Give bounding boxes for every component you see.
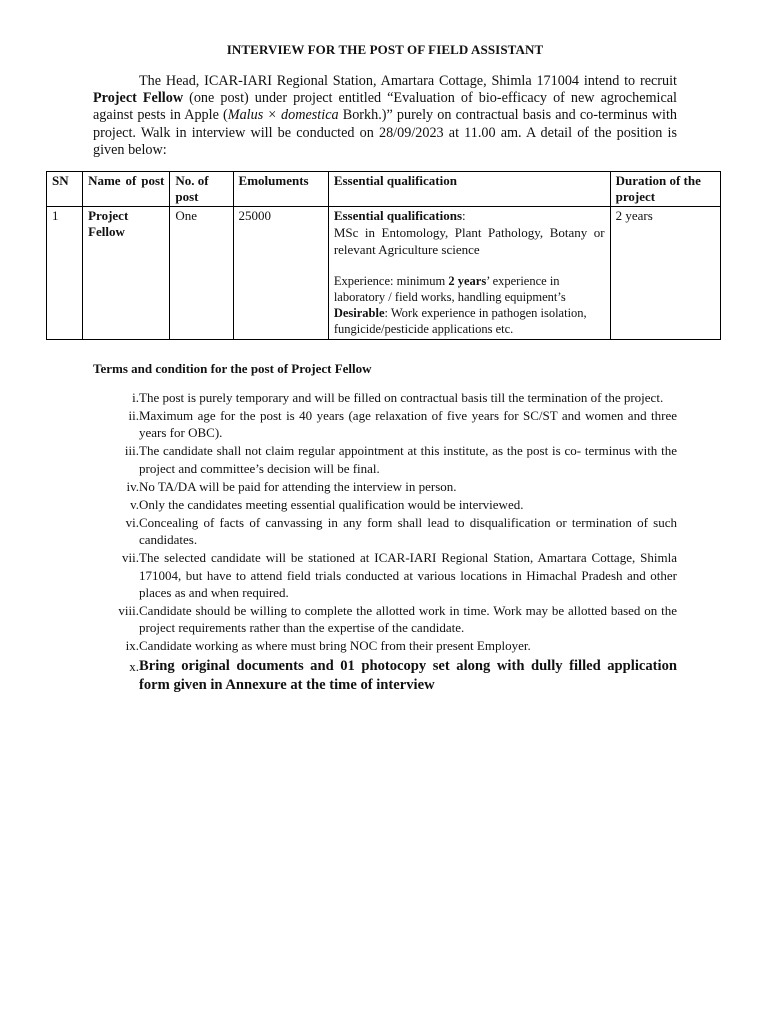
- list-item-text: The selected candidate will be stationed at ICAR-IARI Regional Station, Amartara Cottage, Shimla 171004, but have to attend field trials conducted at various locations in Himachal Pradesh and other places as and when required.: [139, 550, 677, 601]
- list-item-text: Maximum age for the post is 40 years (age relaxation of five years for SC/ST and women and three years for OBC).: [139, 408, 677, 441]
- table-header-row: [47, 172, 721, 207]
- intro-species: Malus × domestica: [227, 107, 339, 124]
- intro-text-3: Borkh.)” purely on contractual basis and co-terminus with project. Walk in interview will be conducted on 28/09/2023 at 11.00 am. A detail of the position is given below:: [93, 107, 677, 158]
- list-item-number: vi.: [125, 514, 139, 530]
- eq-text: MSc in Entomology, Plant Pathology, Botany or relevant Agriculture science: [333, 225, 605, 257]
- header-sn: SN: [47, 172, 83, 207]
- list-item-text: Bring original documents and 01 photocopy set along with dully filled application form given in Annexure at the time of interview: [139, 657, 677, 693]
- eq-label: Essential qualifications: [333, 208, 463, 223]
- list-item-text: Only the candidates meeting essential qualification would be interviewed.: [139, 496, 524, 512]
- desirable-label: Desirable: [333, 306, 385, 320]
- cell-no: One: [170, 207, 233, 340]
- list-item-number: i.: [132, 390, 139, 405]
- list-item-number: x.: [129, 658, 139, 674]
- list-item-number: ix.: [125, 638, 139, 654]
- list-item: [93, 389, 677, 406]
- header-essential-qualification: Essential qualification: [328, 172, 610, 207]
- cell-duration: 2 years: [610, 207, 720, 340]
- intro-text-1: The Head, ICAR-IARI Regional Station, Amartara Cottage, Shimla 171004 intend to recruit: [139, 73, 677, 89]
- intro-post-name: Project Fellow: [93, 90, 184, 107]
- list-item: [93, 496, 677, 513]
- header-name-of-post: Name of post: [83, 172, 170, 207]
- list-item: [93, 478, 677, 495]
- list-item-number: iv.: [126, 478, 139, 494]
- cell-sn: 1: [47, 207, 83, 340]
- list-item-text: Concealing of facts of canvassing in any form shall lead to disqualification or termination of such candidates.: [139, 514, 677, 548]
- intro-text-2: (one post) under project entitled “Evaluation of bio-efficacy of new agrochemical against pests in Apple (: [93, 90, 678, 124]
- desirable-text: : Work experience in pathogen isolation, fungicide/pesticide applications etc.: [333, 306, 587, 336]
- header-duration: Duration of the project: [610, 172, 720, 207]
- list-item-number: ii.: [128, 408, 139, 423]
- list-item-text: The candidate shall not claim regular appointment at this institute, as the post is co- terminus with the project and committee’s decision will be final.: [139, 443, 677, 476]
- list-item: [93, 549, 677, 601]
- list-item: [93, 442, 677, 477]
- cell-name: Project Fellow: [83, 207, 170, 340]
- list-item-text: Candidate working as where must bring NOC from their present Employer.: [139, 638, 531, 654]
- intro-paragraph: [93, 73, 677, 159]
- list-item: [93, 514, 677, 549]
- terms-list: [93, 389, 677, 695]
- page-title: INTERVIEW FOR THE POST OF FIELD ASSISTANT: [226, 42, 544, 57]
- position-table: [46, 171, 721, 340]
- cell-emoluments: 25000: [233, 207, 328, 340]
- list-item-text: The post is purely temporary and will be filled on contractual basis till the termination of the project.: [139, 390, 664, 405]
- list-item-text: Candidate should be willing to complete the allotted work in time. Work may be allotted based on the project requirements rather than the expertise of the candidate.: [139, 603, 677, 636]
- list-item: [93, 637, 677, 654]
- list-item: [93, 657, 677, 695]
- list-item-number: v.: [130, 496, 139, 512]
- experience-text: Experience: minimum 2 years’ experience in laboratory / field works, handling equipment’s Desirable: Work experience in pathogen isolation, fungicide/pesticide applications etc.: [333, 274, 587, 336]
- list-item-number: iii.: [124, 443, 139, 459]
- list-item: [93, 602, 677, 637]
- list-item: [93, 407, 677, 442]
- list-item-text: No TA/DA will be paid for attending the interview in person.: [139, 478, 457, 494]
- list-item-number: vii.: [122, 550, 139, 566]
- header-emoluments: Emoluments: [233, 172, 328, 207]
- header-no-of-post: No. of post: [170, 172, 233, 207]
- table-row: [47, 207, 721, 340]
- experience-years: 2 years: [448, 274, 487, 288]
- eq-colon: :: [462, 208, 466, 223]
- list-item-number: viii.: [118, 603, 139, 619]
- cell-qualification: [328, 207, 610, 340]
- terms-heading: Terms and condition for the post of Project Fellow: [93, 361, 372, 376]
